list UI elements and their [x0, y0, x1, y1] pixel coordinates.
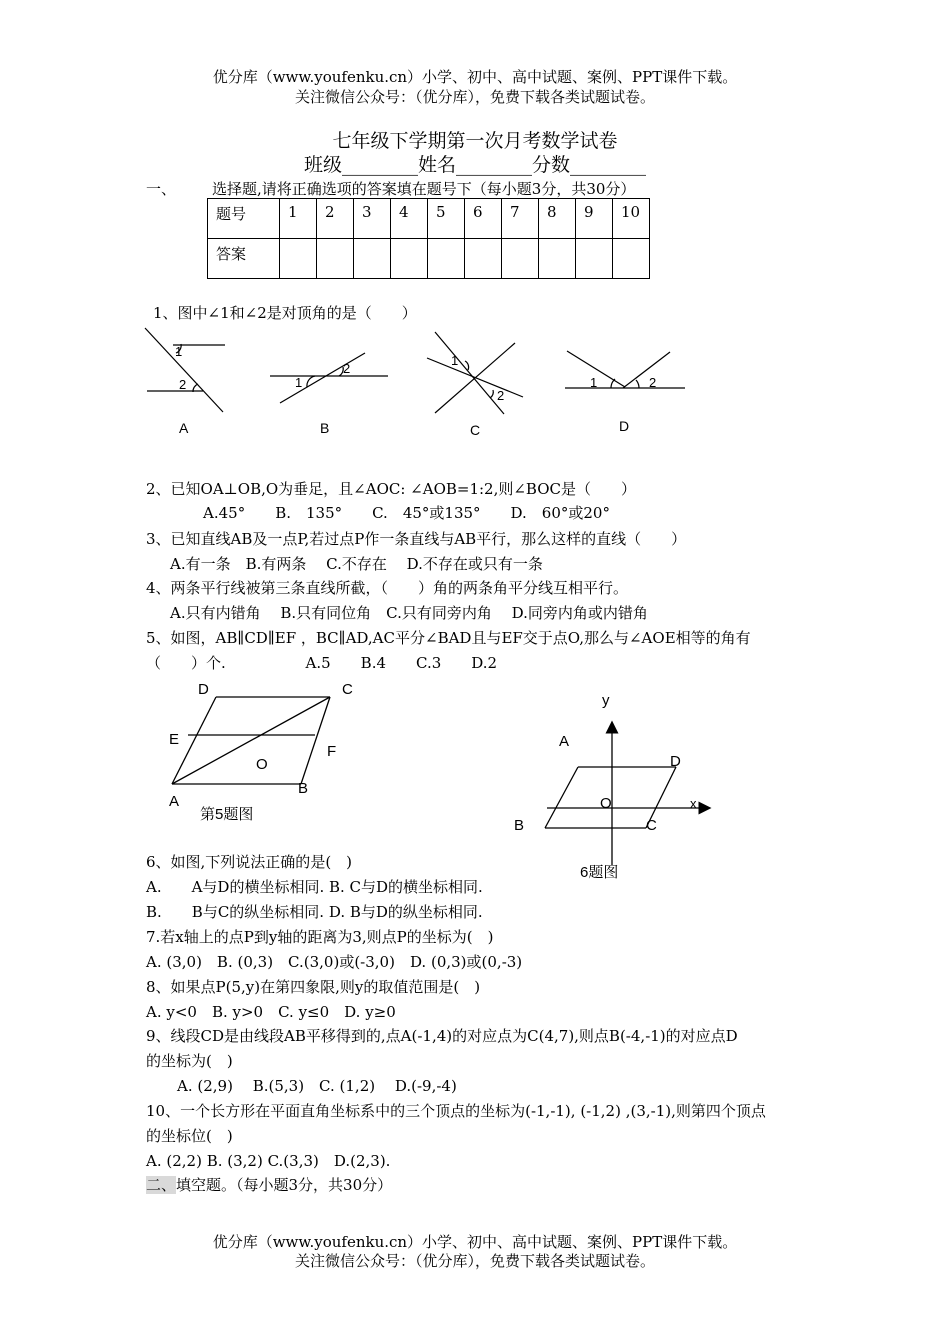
- q6-label-y: y: [602, 692, 610, 709]
- section2-number: 二、: [146, 1176, 177, 1194]
- q6-figure: [500, 685, 730, 885]
- q1-option-b-label: B: [320, 420, 330, 436]
- q1-c-angle2-label: 2: [497, 388, 505, 403]
- q6-label-d: D: [670, 753, 681, 770]
- q6-text: 6、如图,下列说法正确的是( ): [146, 853, 353, 871]
- q1-a-angle2-label: 2: [179, 377, 187, 392]
- q4-options: A.只有内错角 B.只有同位角 C.只有同旁内角 D.同旁内角或内错角: [170, 604, 648, 622]
- q1-d-angle2-label: 2: [649, 375, 657, 390]
- answer-table-qnum: 2: [317, 199, 354, 239]
- answer-table-qnum: 7: [502, 199, 539, 239]
- answer-cell[interactable]: [354, 239, 391, 279]
- answer-table-qnum: 10: [613, 199, 650, 239]
- q9-options: A. (2,9) B.(5,3) C. (1,2) D.(-9,-4): [177, 1077, 457, 1095]
- q1-text: 1、图中∠1和∠2是对顶角的是（ ）: [153, 304, 417, 322]
- answer-cell[interactable]: [428, 239, 465, 279]
- q1-option-d-label: D: [619, 418, 630, 434]
- section1-heading: 选择题,请将正确选项的答案填在题号下（每小题3分，共30分）: [212, 180, 636, 198]
- q5-caption: 第5题图: [200, 806, 254, 823]
- q3-text: 3、已知直线AB及一点P,若过点P作一条直线与AB平行，那么这样的直线（ ）: [146, 530, 687, 548]
- answer-cell[interactable]: [613, 239, 650, 279]
- q6-label-b: B: [514, 817, 525, 834]
- answer-cell[interactable]: [576, 239, 613, 279]
- q1-b-angle2-label: 2: [343, 361, 351, 376]
- q5-text: 5、如图，AB∥CD∥EF ，BC∥AD,AC平分∠BAD且与EF交于点O,那么与∠AOE相等的角有: [146, 629, 751, 647]
- header-line-1: 优分库（www.youfenku.cn）小学、初中、高中试题、案例、PPT课件下载。: [212, 68, 738, 86]
- q1-d-angle1-label: 1: [590, 375, 598, 390]
- q9-text: 9、线段CD是由线段AB平移得到的,点A(-1,4)的对应点为C(4,7),则点B(-4,-1)的对应点D: [146, 1027, 738, 1045]
- answer-table-qnum: 1: [280, 199, 317, 239]
- q10-text-2: 的坐标位( ): [146, 1127, 233, 1145]
- answer-cell[interactable]: [280, 239, 317, 279]
- q5-label-d: D: [198, 681, 209, 698]
- q1-b-angle1-label: 1: [295, 375, 303, 390]
- q6-caption: 6题图: [580, 864, 619, 881]
- header-line-2: 关注微信公众号：（优分库），免费下载各类试题试卷。: [294, 88, 655, 106]
- q1-option-a-label: A: [179, 420, 189, 436]
- q5-text-2: （ ）个. A.5 B.4 C.3 D.2: [146, 654, 498, 672]
- q6-label-c: C: [646, 817, 657, 834]
- q5-figure: [160, 675, 380, 830]
- answer-table-label-answer: 答案: [208, 239, 280, 279]
- q5-label-f: F: [327, 743, 337, 760]
- q2-options: A.45° B. 135° C. 45°或135° D. 60°或20°: [203, 504, 610, 522]
- page-title: 七年级下学期第一次月考数学试卷: [332, 130, 618, 152]
- q6-label-o: O: [600, 795, 612, 812]
- section1-number: 一、: [146, 180, 177, 198]
- answer-table-header-row: [208, 199, 650, 239]
- answer-table-qnum: 6: [465, 199, 502, 239]
- q1-c-angle1-label: 1: [451, 353, 459, 368]
- q5-label-b: B: [298, 780, 309, 797]
- answer-table-qnum: 9: [576, 199, 613, 239]
- q6-label-a: A: [559, 733, 570, 750]
- q5-label-o: O: [256, 756, 268, 773]
- q6-label-x: x: [690, 796, 697, 811]
- answer-table-qnum: 5: [428, 199, 465, 239]
- q10-options: A. (2,2) B. (3,2) C.(3,3) D.(2,3).: [146, 1152, 391, 1170]
- answer-table-qnum: 8: [539, 199, 576, 239]
- q5-label-e: E: [169, 731, 180, 748]
- q10-text: 10、一个长方形在平面直角坐标系中的三个顶点的坐标为(-1,-1), (-1,2) ,(3,-1),则第四个顶点: [146, 1102, 766, 1120]
- answer-cell[interactable]: [502, 239, 539, 279]
- answer-cell[interactable]: [539, 239, 576, 279]
- answer-table-label-number: 题号: [208, 199, 280, 239]
- q1-option-c-label: C: [470, 422, 481, 438]
- q7-options: A. (3,0) B. (0,3) C.(3,0)或(-3,0) D. (0,3)或(0,-3): [146, 953, 523, 971]
- q4-text: 4、两条平行线被第三条直线所截，（ ）角的两条角平分线互相平行。: [146, 579, 629, 597]
- q1-figures: [135, 320, 715, 445]
- answer-table-answer-row: [208, 239, 650, 279]
- q9-text-2: 的坐标为( ): [146, 1052, 233, 1070]
- footer-line-1: 优分库（www.youfenku.cn）小学、初中、高中试题、案例、PPT课件下载。: [212, 1233, 738, 1251]
- q8-options: A. y<0 B. y>0 C. y≤0 D. y≥0: [146, 1003, 396, 1021]
- q5-label-a: A: [169, 793, 180, 810]
- q2-text: 2、已知OA⊥OB,O为垂足，且∠AOC: ∠AOB=1:2,则∠BOC是（ ）: [146, 480, 637, 498]
- answer-cell[interactable]: [391, 239, 428, 279]
- footer-line-2: 关注微信公众号：（优分库），免费下载各类试题试卷。: [294, 1252, 655, 1270]
- q7-text: 7.若x轴上的点P到y轴的距离为3,则点P的坐标为( ): [146, 928, 494, 946]
- answer-table-qnum: 4: [391, 199, 428, 239]
- section2-heading: 填空题。（每小题3分，共30分）: [176, 1176, 393, 1194]
- answer-table-qnum: 3: [354, 199, 391, 239]
- q1-a-angle1-label: 1: [175, 344, 183, 359]
- q6-options-2: B. B与C的纵坐标相同. D. B与D的纵坐标相同.: [146, 903, 483, 921]
- answer-cell[interactable]: [465, 239, 502, 279]
- q8-text: 8、如果点P(5,y)在第四象限,则y的取值范围是( ): [146, 978, 481, 996]
- student-info-line: 班级________姓名________分数________: [303, 154, 646, 176]
- q5-label-c: C: [342, 681, 353, 698]
- answer-cell[interactable]: [317, 239, 354, 279]
- q3-options: A.有一条 B.有两条 C.不存在 D.不存在或只有一条: [170, 555, 543, 573]
- q6-options-1: A. A与D的横坐标相同. B. C与D的横坐标相同.: [146, 878, 483, 896]
- answer-table: [207, 198, 650, 279]
